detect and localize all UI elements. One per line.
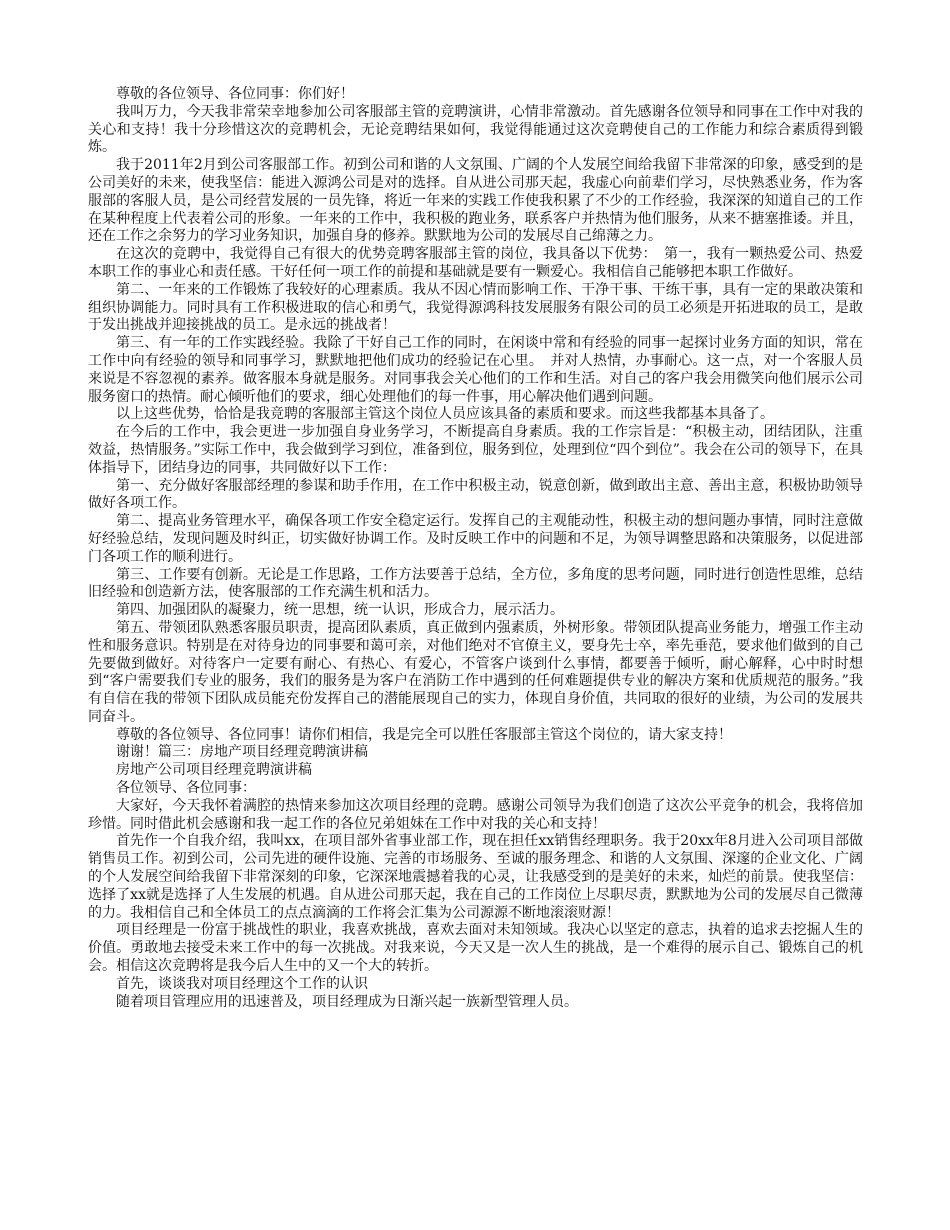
paragraph-closing: 尊敬的各位领导、各位同事！请你们相信，我是完全可以胜任客服部主管这个岗位的，请大家支持！ [116, 726, 732, 743]
paragraph-project-management: 随着项目管理应用的迅速普及，项目经理成为日渐兴起一族新型管理人员。 [116, 993, 578, 1010]
paragraph-plan: 在今后的工作中，我会更进一步加强自身业务学习，不断提高自身素质。我的工作宗旨是：“积极主动，团结团队，注重效益，热情服务。”实际工作中，我会做到学习到位，准备到位，服务到位，处理到位“四个到位”。我会在公司的领导下，在具体指导下，团结身边的同事，共同做好以下工作： [88, 424, 863, 476]
paragraph-plan-1: 第一、充分做好客服部经理的参谋和助手作用，在工作中积极主动，锐意创新，做到敢出主意、善出主意，积极协助领导做好各项工作。 [88, 477, 863, 512]
greeting-2: 各位领导、各位同事： [116, 780, 256, 797]
paragraph-experience: 我于2011年2月到公司客服部工作。初到公司和谐的人文氛围、广阔的个人发展空间给我留下非常深的印象，感受到的是公司美好的未来，使我坚信：能进入源鸿公司是对的选择。自从进公司那天起，我虚心向前辈们学习，尽快熟悉业务，作为客服部的客服人员，是公司经营发展的一员先锋，将近一年来的实践工作使我积累了不少的工作经验，我深深的知道自己的工作在某种程度上代表着公司的形象。一年来的工作中，我积极的跑业务，联系客户并热情为他们服务，从来不搪塞推诿。并且，还在工作之余努力的学习业务知识，加强自身的修养。默默地为公司的发展尽自己绵薄之力。 [88, 157, 863, 245]
paragraph-advantage-1: 在这次的竞聘中，我觉得自己有很大的优势竞聘客服部主管的岗位，我具备以下优势： 第一，我有一颗热爱公司、热爱本职工作的事业心和责任感。干好任何一项工作的前提和基础就是要有一颗爱心。我相信自己能够把本职工作做好。 [88, 246, 863, 280]
paragraph-advantage-2: 第二、一年来的工作锻炼了我较好的心理素质。我从不因心情而影响工作、干净干事、干练干事，具有一定的果敢决策和组织协调能力。同时具有工作积极进取的信心和勇气，我觉得源鸿科技发展服务有限公司的员工必须是开拓进取的员工，是敢于发出挑战并迎接挑战的员工。是永远的挑战者！ [88, 281, 863, 334]
paragraph-self-intro: 首先作一个自我介绍，我叫xx，在项目部外省事业部工作，现在担任xx销售经理职务。我于20xx年8月进入公司项目部做销售员工作。初到公司，公司先进的硬件设施、完善的市场服务、至诚的服务理念、和谐的人文氛围、深邃的企业文化、广阔的个人发展空间给我留下非常深刻的印象，它深深地震撼着我的心灵，让我感受到的是美好的未来，灿烂的前景。使我坚信：选择了xx就是选择了人生发展的机遇。自从进公司那天起，我在自己的工作岗位上尽职尽责，默默地为公司的发展尽自己微薄的力。我相信自己和全体员工的点点滴滴的工作将会汇集为公司源源不断地滚滚财源！ [88, 833, 863, 921]
section-heading: 谢谢！篇三：房地产项目经理竞聘演讲稿 [116, 744, 368, 761]
paragraph-plan-2: 第二、提高业务管理水平，确保各项工作安全稳定运行。发挥自己的主观能动性，积极主动的想问题办事情，同时注意做好经验总结，发现问题及时纠正，切实做好协调工作。及时反映工作中的问题和不足，为领导调整思路和决策服务，以促进部门各项工作的顺利进行。 [88, 513, 863, 565]
paragraph-challenge: 项目经理是一份富于挑战性的职业，我喜欢挑战，喜欢去面对未知领域。我决心以坚定的意志，执着的追求去挖掘人生的价值。勇敢地去接受未来工作中的每一次挑战。对我来说，今天又是一次人生的挑战，是一个难得的展示自己、锻炼自己的机会。相信这次竞聘将是我今后人生中的又一个大的转折。 [88, 922, 863, 975]
paragraph-advantage-3: 第三、有一年的工作实践经验。我除了干好自己工作的同时，在闲谈中常和有经验的同事一起探讨业务方面的知识，常在工作中向有经验的领导和同事学习，默默地把他们成功的经验记在心里。 并对人热情，办事耐心。这一点，对一个客服人员来说是不容忽视的素养。做客服本身就是服务。对同事我会关心他们的工作和生活。对自己的客户我会用微笑向他们展示公司服务窗口的热情。耐心倾听他们的要求，细心处理他们的每一件事，用心解决他们遇到问题。 [88, 335, 863, 405]
paragraph-plan-3: 第三、工作要有创新。无论是工作思路，工作方法要善于总结，全方位，多角度的思考问题，同时进行创造性思维，总结旧经验和创造新方法，使客服部的工作充满生机和活力。 [88, 566, 863, 601]
paragraph-summary: 以上这些优势，恰恰是我竞聘的客服部主管这个岗位人员应该具备的素质和要求。而这些我都基本具备了。 [116, 406, 774, 423]
paragraph-understanding-heading: 首先，谈谈我对项目经理这个工作的认识 [116, 975, 368, 992]
paragraph-plan-5: 第五、带领团队熟悉客服员职责，提高团队素质，真正做到内强素质，外树形象。带领团队提高业务能力，增强工作主动性和服务意识。特别是在对待身边的同事要和蔼可亲，对他们绝对不官僚主义，要身先士卒，率先垂范，要求他们做到的自己先要做到做好。对待客户一定要有耐心、有热心、有爱心，不管客户谈到什么事情，都要善于倾听，耐心解释，心中时时想到“客户需要我们专业的服务，我们的服务是为客户在消防工作中遇到的任何难题提供专业的解决方案和优质规范的服务。”我有自信在我的带领下团队成员能充份发挥自己的潜能展现自己的实力，体现自身价值，共同取的很好的业绩，为公司的发展共同奋斗。 [88, 619, 863, 725]
paragraph-opening-2: 大家好，今天我怀着满腔的热情来参加这次项目经理的竞聘。感谢公司领导为我们创造了这次公平竞争的机会，我将倍加珍惜。同时借此机会感谢和我一起工作的各位兄弟姐妹在工作中对我的关心和支持！ [88, 797, 863, 832]
greeting: 尊敬的各位领导、各位同事：你们好！ [116, 86, 354, 102]
document-body [88, 86, 863, 1011]
paragraph-plan-4: 第四、加强团队的凝聚力，统一思想，统一认识，形成合力，展示活力。 [116, 602, 564, 619]
document-title: 房地产公司项目经理竞聘演讲稿 [116, 762, 312, 779]
paragraph-intro: 我叫万力，今天我非常荣幸地参加公司客服部主管的竞聘演讲，心情非常激动。首先感谢各位领导和同事在工作中对我的关心和支持！我十分珍惜这次的竞聘机会，无论竞聘结果如何，我觉得能通过这次竞聘使自己的工作能力和综合素质得到锻炼。 [88, 103, 863, 156]
